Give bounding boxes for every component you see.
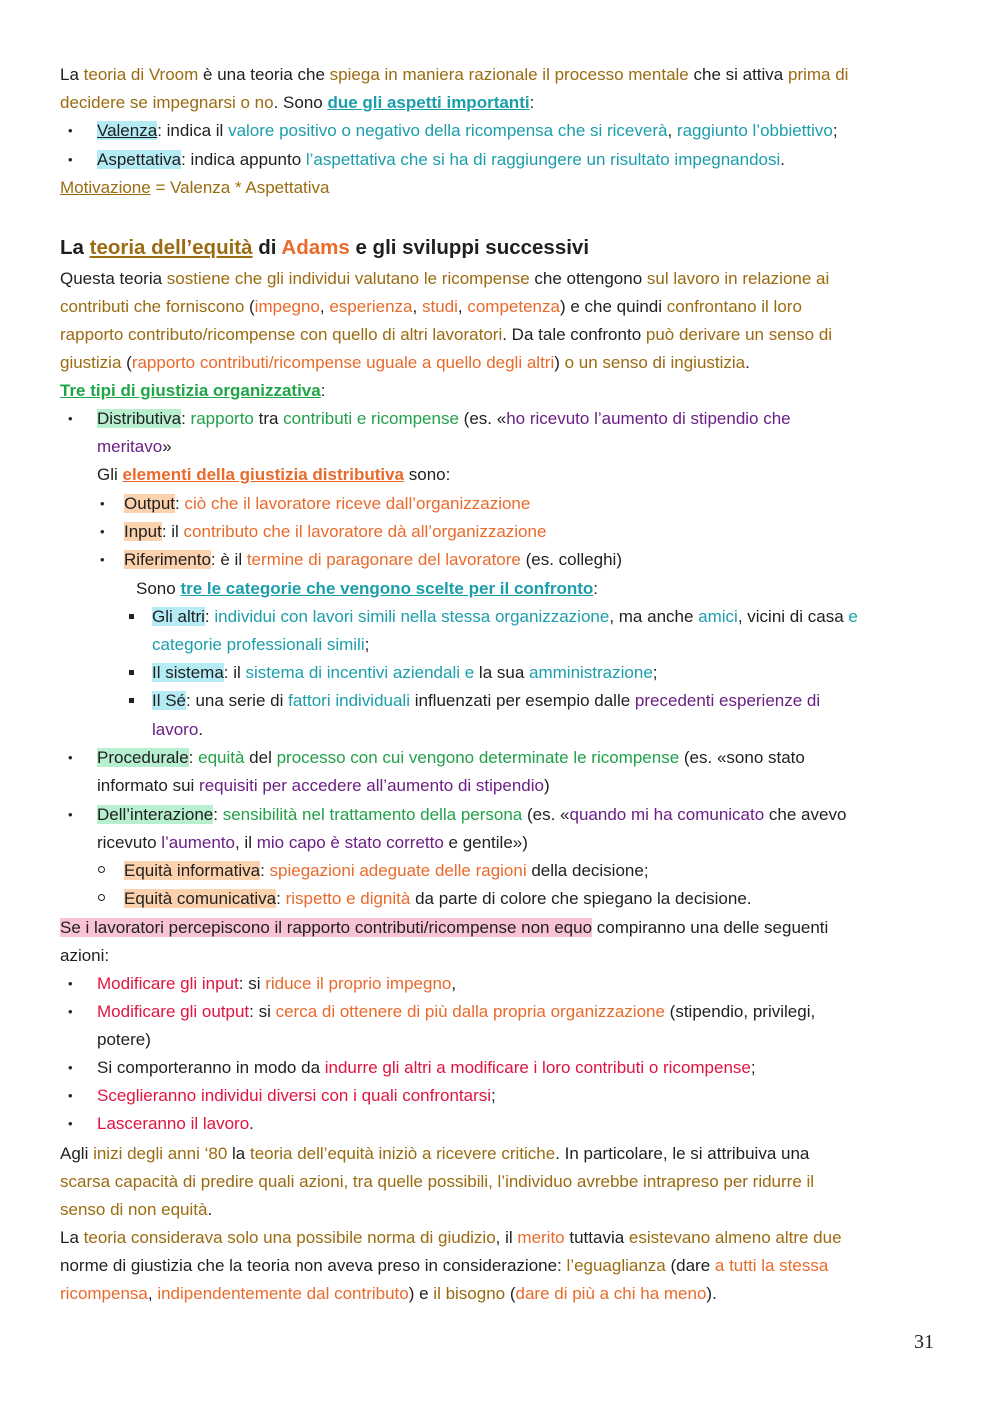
text: : è il	[210, 550, 247, 569]
term-teoria-equita: teoria dell’equità	[89, 236, 253, 259]
text-gold: scarsa capacità di predire quali azioni, tra quelle possibili, l’individuo avrebbe intrapreso per ridurre il	[60, 1172, 815, 1191]
text: ;	[750, 1058, 756, 1077]
bullet-icon: •	[68, 1088, 73, 1103]
key-phrase: elementi della giustizia distributiva	[122, 465, 405, 484]
equita-informativa	[124, 857, 649, 885]
procedurale-line-2	[97, 772, 550, 800]
term-interazione: Dell’interazione	[97, 805, 214, 824]
text: :	[260, 861, 270, 880]
text-teal: sistema di incentivi aziendali e	[245, 663, 475, 682]
text-gold: sul lavoro in relazione ai	[646, 269, 830, 288]
text: . Sono	[273, 93, 328, 112]
text: , ma anche	[609, 607, 699, 626]
text: .	[249, 1114, 254, 1133]
text: »	[162, 437, 172, 456]
text-gold: rapporto contributo/ricompense con quello di altri lavoratori	[60, 325, 503, 344]
justice-types-heading	[60, 377, 325, 405]
text-purple: quando mi ha comunicato	[569, 805, 765, 824]
text: ;	[652, 663, 658, 682]
text-gold: giustizia	[60, 353, 122, 372]
text: (stipendio, privilegi,	[664, 1002, 816, 1021]
action-induce-others	[97, 1054, 756, 1082]
section-heading	[60, 233, 589, 263]
criticism-line-1	[60, 1140, 809, 1168]
text-gold: confrontano il loro	[666, 297, 802, 316]
category-sistema	[152, 659, 658, 687]
text: che ottengono	[529, 269, 647, 288]
text: Gli	[97, 465, 123, 484]
key-phrase: tre le categorie che vengono scelte per il confronto	[180, 579, 594, 598]
vroom-line-1	[60, 61, 848, 89]
inequity-line-2	[60, 942, 109, 970]
text: influenzati per esempio dalle	[410, 691, 635, 710]
distributiva-line-1	[97, 405, 791, 433]
text: ;	[364, 635, 370, 654]
text-green: sensibilità nel trattamento della persona	[222, 805, 523, 824]
text: tra	[253, 409, 284, 428]
text-orange: impegno	[254, 297, 320, 316]
text: tuttavia	[564, 1228, 629, 1247]
text-orange: riduce il proprio impegno	[265, 974, 452, 993]
text: ,	[319, 297, 330, 316]
bullet-icon: •	[68, 123, 73, 138]
text: Si comporteranno in modo da	[97, 1058, 325, 1077]
action-modify-input	[97, 970, 456, 998]
equita-comunicativa	[124, 885, 752, 913]
text: e gli sviluppi successivi	[349, 236, 590, 259]
category-se-line-2	[152, 716, 203, 744]
text-teal: l’aspettativa che si ha di raggiungere un risultato impegnandosi	[305, 150, 781, 169]
text: (	[121, 353, 132, 372]
term-procedurale: Procedurale	[97, 748, 189, 767]
text: :	[204, 607, 215, 626]
formula-text: = Valenza * Aspettativa	[150, 178, 330, 197]
text-gold: può derivare un senso di	[645, 325, 833, 344]
text: : si	[238, 974, 266, 993]
text-orange: esperienza	[329, 297, 413, 316]
text-red: Sceglieranno individui diversi con i quali confrontarsi	[97, 1086, 492, 1105]
text-red: indurre gli altri a modificare i loro contributi o ricompense	[324, 1058, 751, 1077]
text: : il	[223, 663, 246, 682]
text-green: contributi e ricompense	[283, 409, 459, 428]
term-motivazione: Motivazione	[60, 178, 151, 197]
text: : indica appunto	[181, 150, 306, 169]
text-gold: o un senso di ingiustizia	[564, 353, 746, 372]
circle-bullet-icon	[98, 866, 105, 873]
text-purple: lavoro	[152, 720, 199, 739]
text: (es. colleghi)	[520, 550, 622, 569]
text: :	[593, 579, 598, 598]
element-riferimento	[124, 546, 622, 574]
text: . Da tale confronto	[502, 325, 646, 344]
action-choose-others	[97, 1082, 496, 1110]
text: : una serie di	[186, 691, 289, 710]
text: Agli	[60, 1144, 94, 1163]
text: di	[252, 236, 282, 259]
text-gold: il bisogno	[433, 1284, 506, 1303]
criticism-line-3	[60, 1196, 212, 1224]
inequity-line-1	[60, 914, 828, 942]
text: (es. «sono stato	[679, 748, 805, 767]
text-purple: l’aumento	[161, 833, 235, 852]
adams-line-4	[60, 349, 750, 377]
term-output: Output	[124, 494, 176, 513]
term-riferimento: Riferimento	[124, 550, 211, 569]
text: ) e che quindi	[559, 297, 667, 316]
text: : indica il	[157, 121, 229, 140]
adams-line-2	[60, 293, 802, 321]
text-green: processo con cui vengono determinate le ricompense	[276, 748, 680, 767]
vroom-bullet-aspettativa	[97, 146, 785, 174]
interazione-line-2	[97, 829, 528, 857]
text-teal: individui con lavori simili nella stessa organizzazione	[214, 607, 610, 626]
interazione-line-1	[97, 801, 846, 829]
text: ;	[832, 121, 838, 140]
term-valenza: Valenza	[97, 121, 158, 140]
text: è una teoria che	[198, 65, 330, 84]
text: La	[60, 65, 84, 84]
text: potere)	[97, 1030, 151, 1049]
text-gold: senso di non equità	[60, 1200, 208, 1219]
text: , il	[234, 833, 257, 852]
text: ricevuto	[97, 833, 162, 852]
text: informato sui	[97, 776, 200, 795]
text-gold: l’eguaglianza	[566, 1256, 666, 1275]
text: sono:	[404, 465, 451, 484]
text: ,	[457, 297, 468, 316]
text: .	[207, 1200, 213, 1219]
text-purple: meritavo	[97, 437, 163, 456]
text: ,	[667, 121, 677, 140]
text: :	[529, 93, 535, 112]
text-gold: teoria dell’equità iniziò a ricevere critiche	[249, 1144, 556, 1163]
action-leave-job	[97, 1110, 254, 1138]
element-output	[124, 490, 530, 518]
square-bullet-icon	[129, 698, 134, 703]
text: )	[554, 353, 565, 372]
circle-bullet-icon	[98, 894, 105, 901]
square-bullet-icon	[129, 670, 134, 675]
text-orange: rapporto contributi/ricompense uguale a quello degli altri	[131, 353, 555, 372]
text-orange: dare di più a chi ha meno	[515, 1284, 707, 1303]
category-se-line-1	[152, 687, 820, 715]
term-equita-informativa: Equità informativa	[124, 861, 261, 880]
text-orange: contributo che il lavoratore dà all’organizzazione	[183, 522, 547, 541]
text: : si	[249, 1002, 276, 1021]
term-il-se: Il Sé	[152, 691, 187, 710]
text: ,	[412, 297, 422, 316]
text: : il	[161, 522, 184, 541]
motivation-formula	[60, 174, 330, 202]
text-teal: e	[848, 607, 858, 626]
text-teal: amministrazione	[529, 663, 653, 682]
term-gli-altri: Gli altri	[152, 607, 205, 626]
text: ,	[451, 974, 457, 993]
page-number: 31	[914, 1331, 934, 1353]
text: azioni:	[60, 946, 110, 965]
text: da parte di colore che spiegano la decisione.	[410, 889, 752, 908]
text-gold: contributi che forniscono	[60, 297, 245, 316]
text: Sono	[136, 579, 181, 598]
procedurale-line-1	[97, 744, 805, 772]
text-orange: spiegazioni adeguate delle ragioni	[269, 861, 527, 880]
text-orange: termine di paragonare del lavoratore	[246, 550, 521, 569]
text-green: rapporto	[190, 409, 254, 428]
text-purple: ho ricevuto l’aumento di stipendio che	[506, 409, 791, 428]
text: :	[181, 409, 191, 428]
text-teal: raggiunto l’obbiettivo	[676, 121, 833, 140]
vroom-bullet-valenza	[97, 117, 838, 145]
text: :	[320, 381, 326, 400]
bullet-icon: •	[100, 496, 105, 511]
bullet-icon: •	[68, 152, 73, 167]
text-green: equità	[198, 748, 245, 767]
text-teal: amici	[698, 607, 738, 626]
text: Questa teoria	[60, 269, 167, 288]
distributiva-line-2	[97, 433, 172, 461]
text: (es. «	[522, 805, 570, 824]
text: che si attiva	[688, 65, 788, 84]
bullet-icon: •	[68, 750, 73, 765]
key-phrase: Tre tipi di giustizia organizzativa	[60, 381, 321, 400]
bullet-icon: •	[68, 1004, 73, 1019]
text-orange: merito	[517, 1228, 565, 1247]
action-modify-output-2	[97, 1026, 151, 1054]
text-teal: categorie professionali simili	[152, 635, 365, 654]
term-adams: Adams	[281, 236, 350, 259]
text: .	[780, 150, 786, 169]
text: :	[175, 494, 185, 513]
bullet-icon: •	[68, 807, 73, 822]
bullet-icon: •	[68, 411, 73, 426]
text-teal: valore positivo o negativo della ricompensa che si riceverà	[228, 121, 668, 140]
text-orange: ciò che il lavoratore riceve dall’organizzazione	[184, 494, 531, 513]
category-altri-line-1	[152, 603, 858, 631]
term-il-sistema: Il sistema	[152, 663, 224, 682]
highlighted-statement: Se i lavoratori percepiscono il rapporto contributi/ricompense non equo	[60, 918, 593, 937]
categories-line	[136, 575, 598, 603]
text: ,	[147, 1284, 158, 1303]
text: . In particolare, le si attribuiva una	[555, 1144, 810, 1163]
text-orange: cerca di ottenere di più dalla propria organizzazione	[275, 1002, 665, 1021]
text: della decisione;	[526, 861, 649, 880]
bullet-icon: •	[100, 524, 105, 539]
text-orange: competenza	[467, 297, 560, 316]
text: norme di giustizia che la teoria non aveva preso in considerazione:	[60, 1256, 567, 1275]
norms-line-1	[60, 1224, 842, 1252]
text: , il	[495, 1228, 518, 1247]
bullet-icon: •	[68, 1116, 73, 1131]
text: compiranno una delle seguenti	[592, 918, 829, 937]
text: la	[227, 1144, 250, 1163]
text-gold: sostiene che gli individui valutano le ricompense	[166, 269, 530, 288]
text-red: Modificare gli input	[97, 974, 239, 993]
term-input: Input	[124, 522, 162, 541]
text-orange: rispetto e dignità	[285, 889, 411, 908]
text-teal: fattori individuali	[288, 691, 410, 710]
key-phrase: due gli aspetti importanti	[327, 93, 530, 112]
text: ).	[706, 1284, 717, 1303]
text-gold: inizi degli anni ‘80	[93, 1144, 228, 1163]
elements-line	[97, 461, 450, 489]
text-gold: spiega in maniera razionale il processo mentale	[329, 65, 689, 84]
text-purple: precedenti esperienze di	[634, 691, 821, 710]
text: .	[198, 720, 204, 739]
text-orange: ricompensa	[60, 1284, 148, 1303]
bullet-icon: •	[100, 552, 105, 567]
category-altri-line-2	[152, 631, 369, 659]
text: che avevo	[764, 805, 847, 824]
text: :	[188, 748, 199, 767]
bullet-icon: •	[68, 1060, 73, 1075]
text: (	[505, 1284, 516, 1303]
text-purple: requisiti per accedere all’aumento di stipendio	[199, 776, 544, 795]
adams-line-1	[60, 265, 829, 293]
text: la sua	[474, 663, 530, 682]
text: ) e	[408, 1284, 434, 1303]
norms-line-2	[60, 1252, 828, 1280]
criticism-line-2	[60, 1168, 814, 1196]
text-orange: studi	[421, 297, 458, 316]
text-red: Modificare gli output	[97, 1002, 250, 1021]
element-input	[124, 518, 546, 546]
square-bullet-icon	[129, 614, 134, 619]
text: La	[60, 1228, 84, 1247]
text: :	[276, 889, 286, 908]
text: (	[244, 297, 255, 316]
term-distributiva: Distributiva	[97, 409, 182, 428]
text-red: Lasceranno il lavoro	[97, 1114, 250, 1133]
text: .	[745, 353, 750, 372]
adams-line-3	[60, 321, 832, 349]
norms-line-3	[60, 1280, 717, 1308]
text-purple: mio capo è stato corretto	[256, 833, 444, 852]
text: (es. «	[458, 409, 507, 428]
text-gold: prima di	[787, 65, 849, 84]
text: :	[213, 805, 223, 824]
bullet-icon: •	[68, 976, 73, 991]
text-gold: teoria considerava solo una possibile norma di giudizio	[83, 1228, 496, 1247]
text: , vicini di casa	[737, 607, 849, 626]
text: (dare	[665, 1256, 715, 1275]
text: )	[543, 776, 550, 795]
text: La	[60, 236, 90, 259]
text-orange: a tutti la stessa	[714, 1256, 829, 1275]
term-vroom: teoria di Vroom	[83, 65, 199, 84]
text-gold: esistevano almeno altre due	[628, 1228, 842, 1247]
text: ;	[491, 1086, 496, 1105]
text-orange: indipendentemente dal contributo	[157, 1284, 409, 1303]
term-equita-comunicativa: Equità comunicativa	[124, 889, 277, 908]
action-modify-output	[97, 998, 815, 1026]
vroom-line-2	[60, 89, 534, 117]
text-gold: decidere se impegnarsi o no	[60, 93, 274, 112]
text: del	[244, 748, 277, 767]
term-aspettativa: Aspettativa	[97, 150, 182, 169]
text: e gentile»)	[443, 833, 528, 852]
